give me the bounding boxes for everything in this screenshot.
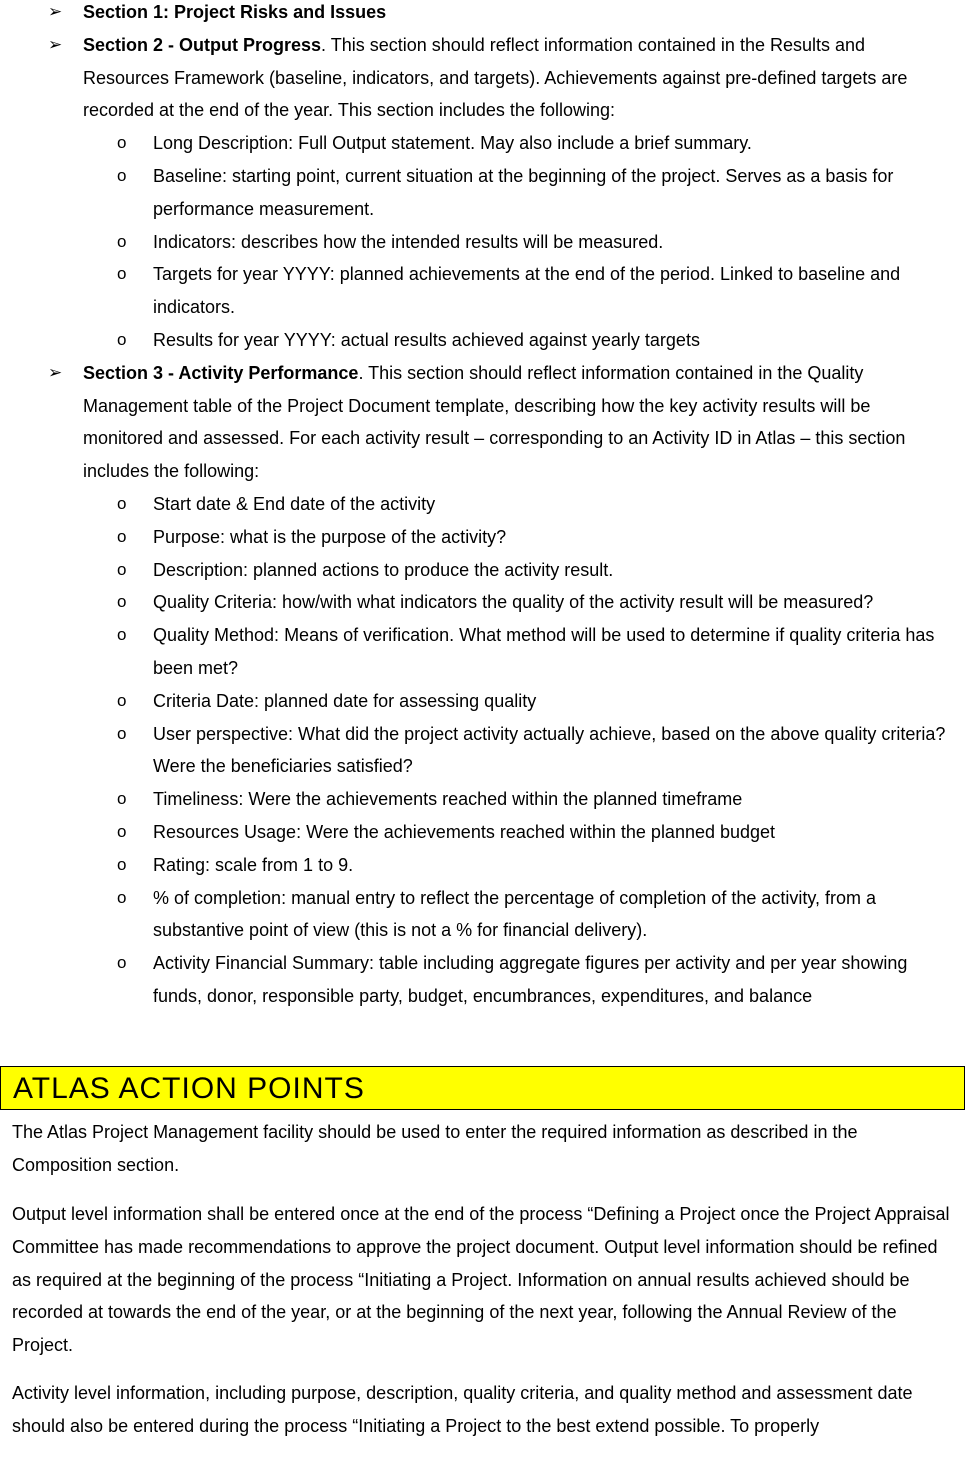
circle-bullet-icon: o [117, 854, 127, 874]
list-item: o Purpose: what is the purpose of the activity? [0, 521, 968, 554]
section-2-text: . This section should reflect information contained in the Results and Resources Framework (baseline, indicators, and targets). Achievements against pre-defined targets are recorded at the end of the year. This section includes the following: [83, 34, 908, 121]
section-2-title: Section 2 - Output Progress [83, 34, 322, 55]
circle-bullet-icon: o [117, 953, 127, 973]
list-item: o User perspective: What did the project activity actually achieve, based on the above quality criteria? Were the beneficiaries satisfied? [0, 718, 968, 784]
circle-bullet-icon: o [117, 887, 127, 907]
circle-bullet-icon: o [117, 231, 127, 251]
section-3 [0, 357, 968, 488]
section-heading-banner [0, 1066, 965, 1110]
section-2 [0, 29, 968, 127]
list-item: o Activity Financial Summary: table including aggregate figures per activity and per year showing funds, donor, responsible party, budget, encumbrances, expenditures, and balance [0, 947, 968, 1013]
circle-bullet-icon: o [117, 559, 127, 579]
list-item: o Criteria Date: planned date for assessing quality [0, 685, 968, 718]
paragraph-2: Output level information shall be entered once at the end of the process “Defining a Project once the Project Appraisal Committee has made recommendations to approve the project document. Output level information should be refined as required at the beginning of the process “Initiating a Project. Information on annual results achieved should be recorded at towards the end of the year, or at the beginning of the next year, following the Annual Review of the Project. [12, 1204, 950, 1356]
section-1-title: Section 1: Project Risks and Issues [83, 2, 387, 22]
paragraph-1: The Atlas Project Management facility should be used to enter the required information as described in the Composition section. [12, 1122, 858, 1175]
list-item: o Targets for year YYYY: planned achievements at the end of the period. Linked to baseline and indicators. [0, 258, 968, 324]
circle-bullet-icon: o [117, 821, 127, 841]
list-item: o Rating: scale from 1 to 9. [0, 849, 968, 882]
list-item: o Indicators: describes how the intended results will be measured. [0, 226, 968, 259]
paragraph-3: Activity level information, including purpose, description, quality criteria, and quality method and assessment date should also be entered during the process “Initiating a Project to the best extend possible. To properly [12, 1383, 913, 1436]
arrow-bullet-icon: ➢ [48, 2, 63, 22]
list-item: o % of completion: manual entry to reflect the percentage of completion of the activity, from a substantive point of view (this is not a % for financial delivery). [0, 882, 968, 948]
list-item: o Description: planned actions to produce the activity result. [0, 554, 968, 587]
circle-bullet-icon: o [117, 690, 127, 710]
list-item: o Resources Usage: Were the achievements reached within the planned budget [0, 816, 968, 849]
list-item: o Quality Criteria: how/with what indicators the quality of the activity result will be measured? [0, 586, 968, 619]
section-3-items [0, 488, 968, 1013]
circle-bullet-icon: o [117, 592, 127, 612]
circle-bullet-icon: o [117, 493, 127, 513]
list-item: o Long Description: Full Output statement. May also include a brief summary. [0, 127, 968, 160]
section-1 [0, 0, 968, 29]
circle-bullet-icon: o [117, 526, 127, 546]
list-item: o Results for year YYYY: actual results achieved against yearly targets [0, 324, 968, 357]
section-2-items [0, 127, 968, 357]
circle-bullet-icon: o [117, 133, 127, 153]
circle-bullet-icon: o [117, 264, 127, 284]
list-item: o Quality Method: Means of verification. What method will be used to determine if quality criteria has been met? [0, 619, 968, 685]
circle-bullet-icon: o [117, 625, 127, 645]
list-item: o Start date & End date of the activity [0, 488, 968, 521]
section-3-title: Section 3 - Activity Performance [83, 362, 359, 383]
circle-bullet-icon: o [117, 789, 127, 809]
section-3-text: . This section should reflect information contained in the Quality Management table of the Project Document template, describing how the key activity results will be monitored and assessed. For each activity result – corresponding to an Activity ID in Atlas – this section includes the following: [83, 362, 906, 482]
arrow-bullet-icon: ➢ [48, 362, 63, 383]
circle-bullet-icon: o [117, 329, 127, 349]
arrow-bullet-icon: ➢ [48, 34, 63, 55]
circle-bullet-icon: o [117, 723, 127, 743]
circle-bullet-icon: o [117, 165, 127, 185]
list-item: o Baseline: starting point, current situation at the beginning of the project. Serves as a basis for performance measurement. [0, 160, 968, 226]
list-item: o Timeliness: Were the achievements reached within the planned timeframe [0, 783, 968, 816]
banner-title: ATLAS ACTION POINTS [13, 1072, 365, 1105]
